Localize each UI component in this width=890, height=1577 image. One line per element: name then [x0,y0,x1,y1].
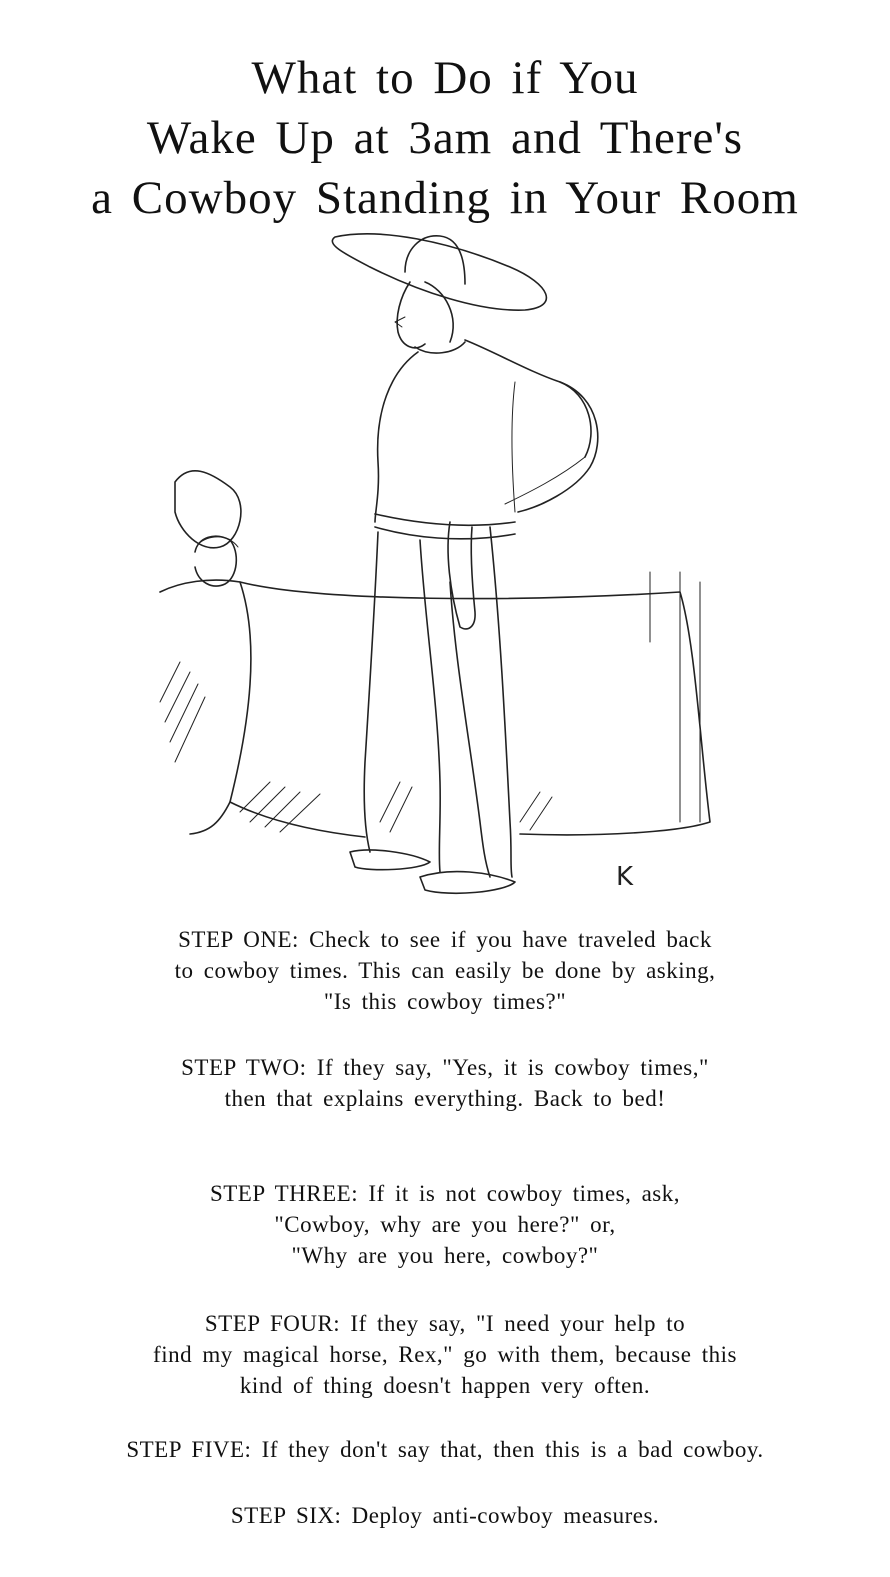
step-four-line-1: STEP FOUR: If they say, "I need your help to [204,1311,686,1336]
cowboy-illustration [120,222,740,912]
step-two-line-1: STEP TWO: If they say, "Yes, it is cowboy times," [181,1055,709,1080]
step-two-line-2: then that explains everything. Back to bed! [224,1086,666,1111]
step-six [0,1500,890,1531]
artist-signature: K [616,862,634,892]
step-one-line-3: "Is this cowboy times?" [323,989,567,1014]
step-three-line-3: "Why are you here, cowboy?" [291,1243,599,1268]
page-title [0,48,890,228]
step-four [0,1308,890,1401]
cowboy-drawing [120,222,740,912]
title-line-2: Wake Up at 3am and There's [146,112,744,164]
step-three-line-2: "Cowboy, why are you here?" or, [274,1212,616,1237]
step-one-line-2: to cowboy times. This can easily be done by asking, [174,958,716,983]
step-one-line-1: STEP ONE: Check to see if you have traveled back [178,927,712,952]
step-five [0,1434,890,1465]
step-two [0,1052,890,1114]
step-five-line-1: STEP FIVE: If they don't say that, then this is a bad cowboy. [126,1437,764,1462]
title-line-1: What to Do if You [251,52,639,104]
step-four-line-2: find my magical horse, Rex," go with them, because this [153,1342,737,1367]
step-three [0,1178,890,1271]
step-one [0,924,890,1017]
step-four-line-3: kind of thing doesn't happen very often. [239,1373,651,1398]
step-three-line-1: STEP THREE: If it is not cowboy times, ask, [209,1181,681,1206]
step-six-line-1: STEP SIX: Deploy anti-cowboy measures. [230,1503,660,1528]
title-line-3: a Cowboy Standing in Your Room [91,172,799,224]
